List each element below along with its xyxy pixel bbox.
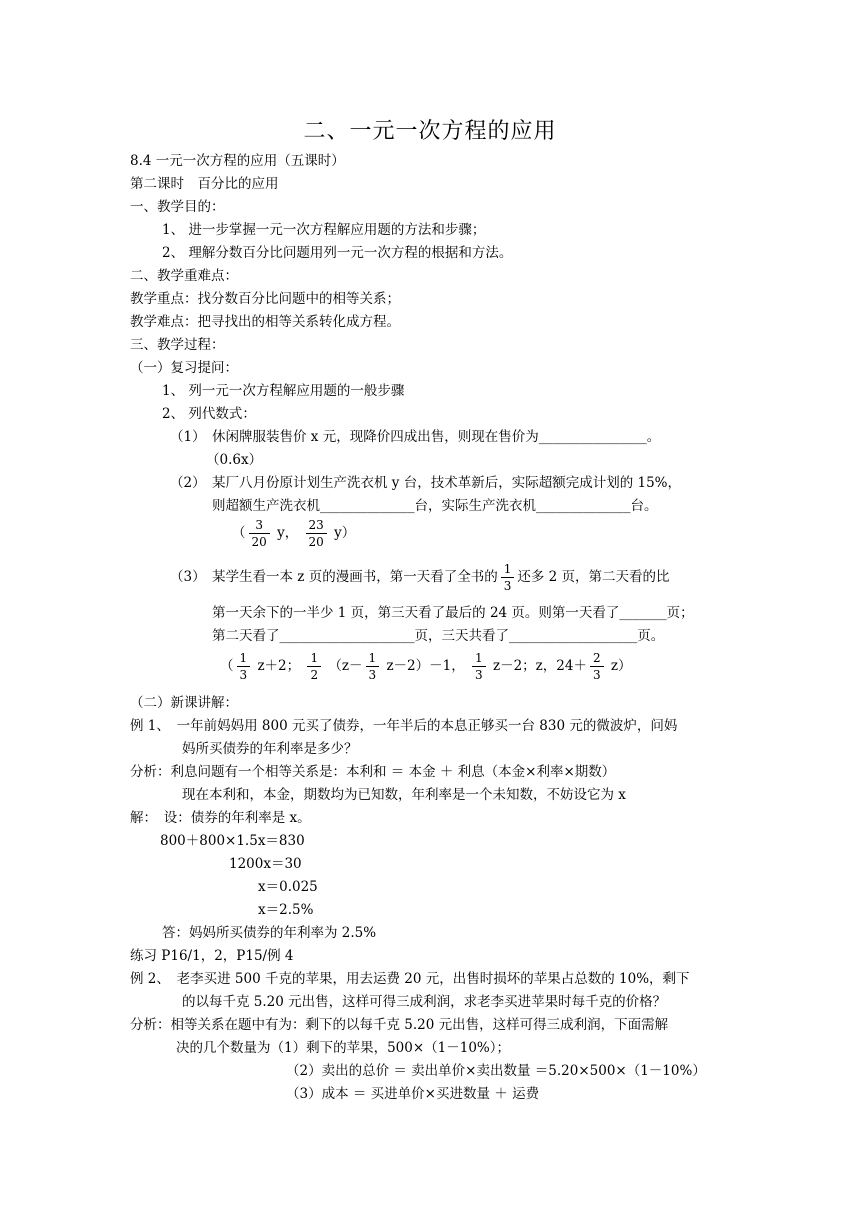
- equation-2: 1200x＝30: [229, 856, 302, 872]
- question-3-line-1: [212, 559, 670, 595]
- question-3-line-3: 第二天看了____________________页，三天共看了___________________页。: [212, 628, 665, 644]
- answer-open-paren: （: [220, 658, 234, 674]
- question-3-line-2: 第一天余下的一半少 1 页，第三天看了最后的 24 页。则第一天看了_______页；: [212, 605, 694, 621]
- section-1-heading: 一、教学目的：: [130, 199, 225, 215]
- solution-answer: 答：妈妈所买债券的年利率为 2.5%: [162, 925, 377, 941]
- fraction: [237, 650, 251, 683]
- example-2-line-1: 例 2、 老李买进 500 千克的苹果，用去运费 20 元，出售时损坏的苹果占总数的 10%，剩下: [130, 971, 690, 987]
- review-item-1: 1、 列一元一次方程解应用题的一般步骤: [162, 383, 405, 399]
- difficult-point: 教学难点：把寻找出的相等关系转化成方程。: [130, 314, 400, 330]
- denominator: 2: [310, 668, 319, 682]
- question-text: 还多 2 页，第二天看的比: [517, 569, 670, 585]
- question-2-answer: [232, 516, 355, 550]
- analysis-1-line-2: 现在本利和，本金，期数均为已知数，年利率是一个未知数，不妨设它为 x: [182, 787, 626, 803]
- equation-1: 800＋800×1.5x＝830: [160, 833, 305, 849]
- fraction: [366, 650, 380, 683]
- fraction: [307, 650, 321, 683]
- lesson-subtitle: 8.4 一元一次方程的应用（五课时）: [130, 153, 345, 169]
- review-heading: （一）复习提问：: [130, 360, 238, 376]
- fraction: [472, 650, 486, 683]
- example-2-line-2: 的以每千克 5.20 元出售，这样可得三成利润，求老李买进苹果时每千克的价格？: [182, 994, 667, 1010]
- numerator: 3: [249, 517, 270, 534]
- new-lesson-heading: （二）新课讲解：: [130, 695, 238, 711]
- objective-2: 2、 理解分数百分比问题用列一元一次方程的根据和方法。: [162, 245, 513, 261]
- question-1-text: 休闲牌服装售价 x 元，现降价四成出售，则现在售价为________________。: [212, 429, 661, 445]
- numerator: 23: [306, 517, 327, 534]
- answer-text: y）: [334, 525, 356, 541]
- equation-3: x＝0.025: [258, 879, 318, 895]
- denominator: 3: [368, 668, 377, 682]
- example-1-line-1: 例 1、 一年前妈妈用 800 元买了债券，一年半后的本息正够买一台 830 元的微波炉，问妈: [130, 718, 678, 734]
- denominator: 3: [239, 668, 248, 682]
- answer-text: z－2；z，24＋: [492, 658, 587, 674]
- answer-text: z－2）－1，: [386, 658, 465, 674]
- solution-setup: 解： 设：债券的年利率是 x。: [130, 810, 311, 826]
- analysis-2-line-2: 决的几个数量为（1）剩下的苹果，500×（1－10%）；: [176, 1040, 511, 1056]
- denominator: 3: [475, 668, 483, 682]
- numerator: 1: [366, 650, 380, 667]
- answer-text: y，: [277, 525, 299, 541]
- answer-text: （z－: [328, 658, 363, 674]
- fraction: [501, 561, 515, 594]
- analysis-2-line-4: （3）成本 ＝ 买进单价×买进数量 ＋ 运费: [286, 1086, 540, 1102]
- question-2-number: （2）: [170, 475, 206, 491]
- denominator: 20: [308, 535, 324, 549]
- question-1-number: （1）: [170, 429, 206, 445]
- analysis-2-line-3: （2）卖出的总价 ＝ 卖出单价×卖出数量 ＝5.20×500×（1－10%）: [286, 1063, 706, 1079]
- numerator: 1: [237, 650, 251, 667]
- analysis-1-line-1: 分析：利息问题有一个相等关系是：本利和 ＝ 本金 ＋ 利息（本金×利率×期数）: [130, 764, 616, 780]
- review-item-2: 2、 列代数式：: [162, 406, 256, 422]
- question-2-line-2: 则超额生产洗衣机______________台，实际生产洗衣机______________台。: [212, 498, 658, 514]
- numerator: 1: [472, 650, 486, 667]
- answer-text: z＋2；: [257, 658, 301, 674]
- answer-text: z）: [610, 658, 632, 674]
- key-point: 教学重点：找分数百分比问题中的相等关系；: [130, 291, 400, 307]
- section-2-heading: 二、教学重难点：: [130, 268, 238, 284]
- fraction: [306, 517, 327, 550]
- objective-1: 1、 进一步掌握一元一次方程解应用题的方法和步骤；: [162, 222, 486, 238]
- question-text: 某学生看一本 z 页的漫画书，第一天看了全书的: [212, 569, 498, 585]
- question-1-answer: （0.6x）: [206, 452, 263, 468]
- question-2-line-1: 某厂八月份原计划生产洗衣机 y 台，技术革新后，实际超额完成计划的 15%，: [212, 475, 682, 491]
- section-3-heading: 三、教学过程：: [130, 337, 225, 353]
- fraction: [249, 517, 270, 550]
- fraction: [590, 650, 604, 683]
- denominator: 20: [251, 535, 267, 549]
- denominator: 3: [592, 668, 601, 682]
- question-3-answer: [220, 648, 632, 684]
- equation-4: x＝2.5%: [258, 902, 314, 918]
- answer-open-paren: （: [232, 525, 246, 541]
- lesson-period: 第二课时 百分比的应用: [130, 176, 279, 192]
- numerator: 2: [590, 650, 604, 667]
- practice-line: 练习 P16/1，2，P15/例 4: [130, 948, 294, 964]
- numerator: 1: [501, 561, 515, 578]
- example-1-line-2: 妈所买债券的年利率是多少？: [182, 741, 358, 757]
- numerator: 1: [307, 650, 321, 667]
- question-3-number: （3）: [170, 569, 206, 585]
- page-title: 二、一元一次方程的应用: [303, 119, 557, 144]
- denominator: 3: [503, 579, 512, 593]
- analysis-2-line-1: 分析：相等关系在题中有为：剩下的以每千克 5.20 元出售，这样可得三成利润，下面需解: [130, 1017, 669, 1033]
